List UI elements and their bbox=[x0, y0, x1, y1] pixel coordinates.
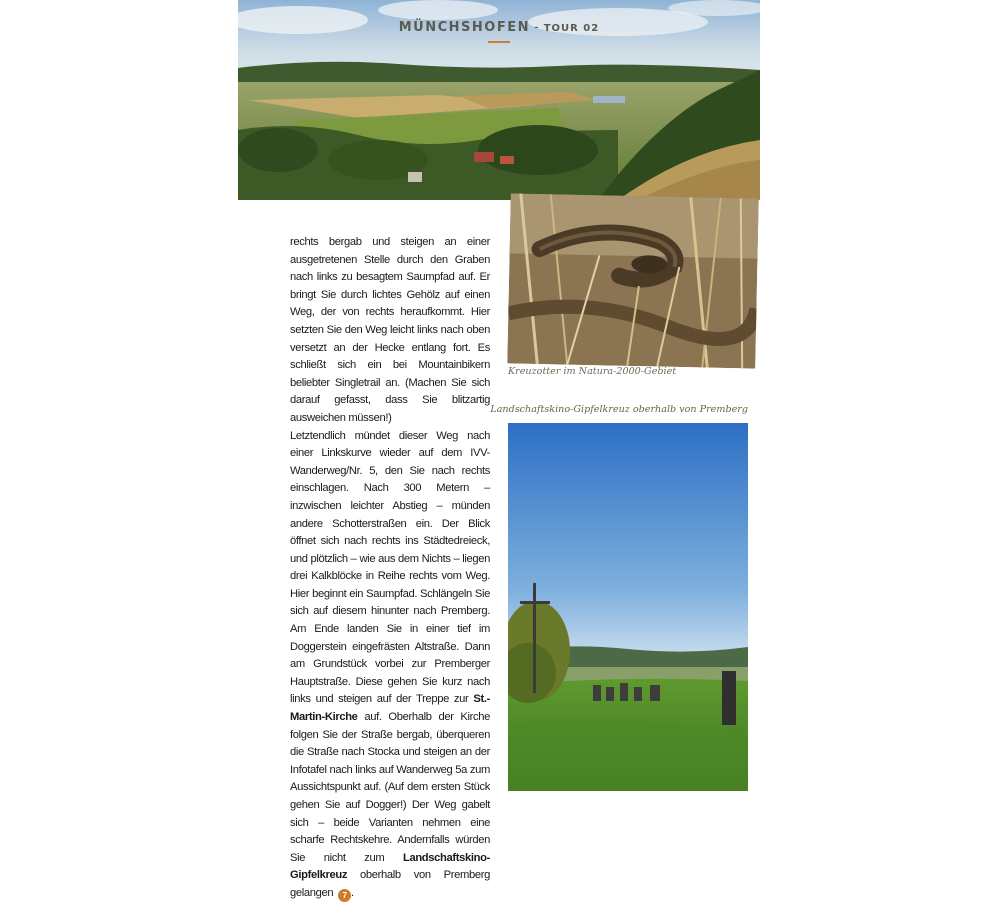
caption-snake: Kreuzotter im Natura-2000-Gebiet bbox=[508, 366, 677, 377]
paragraph-2-part-2: auf. Oberhalb der Kirche folgen Sie der Straße bergab, überqueren die Straße nach Stocka und steigen an der Infotafel nach links auf Wanderweg 5a zum Aussichtspunkt auf. (Auf dem ersten Stück gehen Sie auf Dogger!) Der Weg gabelt sich – beide Varianten nehmen eine scharfe Rechtskehre. Andernfalls würden Sie nicht zum bbox=[290, 711, 490, 864]
header-place: MÜNCHSHOFEN bbox=[398, 20, 530, 35]
body-text-column bbox=[290, 234, 490, 903]
waypoint-marker-icon: 7 bbox=[338, 889, 351, 902]
snake-photo bbox=[507, 193, 759, 368]
highlight-st-martin-kirche: St.-Martin-Kirche bbox=[290, 693, 490, 724]
document-page bbox=[238, 0, 760, 900]
highlight-gipfelkreuz: Landschaftskino-Gipfelkreuz bbox=[290, 851, 490, 882]
paragraph-2: Letztendlich mündet dieser Weg nach einer Linkskurve wieder auf dem IVV-Wanderweg/Nr. 5, den Sie nach rechts einschlagen. Nach 300 Metern – inzwischen leichter Abstieg – münden andere Schotterstraßen ein. Der Blick öffnet sich nach rechts ins Städtedreieck, und plötzlich – wie aus dem Nichts – liegen drei Kalkblöcke in Reihe rechts vom Weg. Hier beginnt ein Saumpfad. Schlängeln Sie sich auf diesem hinunter nach Premberg. Am Ende landen Sie in einer tief im Doggerstein eingefrästen Altstraße. Dann am Grundstück vorbei zur Premberger Hauptstraße. Diese gehen Sie kurz nach links und steigen auf der Treppe zur St.-Martin-Kirche auf. Oberhalb der Kirche folgen Sie der Straße bergab, überqueren die Straße nach Stocka und steigen an der Infotafel nach links auf Wanderweg 5a zum Aussichtspunkt auf. (Auf dem ersten Stück gehen Sie auf Dogger!) Der Weg gabelt sich – beide Varianten nehmen eine scharfe Rechtskehre. Andernfalls würden Sie nicht zum Landschaftskino-Gipfelkreuz oberhalb von Premberg gelangen 7 . bbox=[290, 429, 490, 900]
paragraph-2-part-1: Letztendlich mündet dieser Weg nach einer Linkskurve wieder auf dem IVV-Wanderweg/Nr. 5, den Sie nach rechts einschlagen. Nach 300 Metern – inzwischen leichter Abstieg – münden andere Schotterstraßen ein. Der Blick öffnet sich nach rechts ins Städtedreieck, und plötzlich – wie aus dem Nichts – liegen drei Kalkblöcke in Reihe rechts vom Weg. Hier beginnt ein Saumpfad. Schlängeln Sie sich auf diesem hinunter nach Premberg. Am Ende landen Sie in einer tief im Doggerstein eingefrästen Altstraße. Dann am Grundstück vorbei zur Premberger Hauptstraße. Diese gehen Sie kurz nach links und steigen auf der Treppe zur bbox=[290, 429, 490, 706]
header-tour: TOUR 02 bbox=[543, 23, 600, 34]
header-separator: - bbox=[533, 20, 540, 35]
summit-cross-photo bbox=[508, 423, 748, 791]
header-accent-line bbox=[488, 41, 510, 43]
header-title bbox=[238, 20, 760, 35]
header-landscape-photo bbox=[238, 0, 760, 200]
caption-summit-cross: Landschaftskino-Gipfelkreuz oberhalb von Premberg bbox=[490, 404, 748, 415]
paragraph-1: rechts bergab und steigen an einer ausgetretenen Stelle durch den Graben nach links zu besagtem Saumpfad auf. Er bringt Sie durch lichtes Gehölz auf einen Weg, der von rechts heraufkommt. Hier setzten Sie den Weg leicht links nach oben versetzt an der Hecke entlang fort. Es schließt sich ein bei Mountainbikern beliebter Singletrail an. (Machen Sie sich darauf gefasst, dass Sie blitzartig ausweichen müssen!) bbox=[290, 236, 490, 424]
paragraph-2-part-3: oberhalb von Premberg gelangen bbox=[290, 869, 490, 899]
